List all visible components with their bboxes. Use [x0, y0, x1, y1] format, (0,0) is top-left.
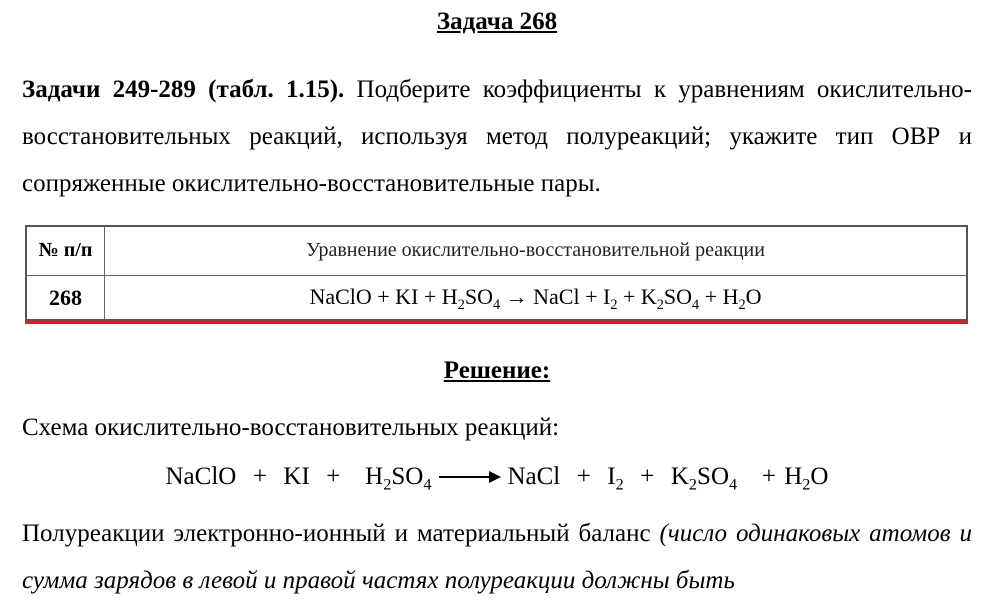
table-bottom-accent-line [25, 321, 968, 324]
scheme-equation: NaClO + KI + $H_2SO_4$ NaCl + $I_2 + K_2SO_4 + H_2O$ [165, 463, 829, 494]
scheme-label: Схема окислительно-восстановительных реакций: [22, 414, 560, 441]
table-row-divider [27, 275, 966, 276]
table-row-equation: NaClO + KI + $H_2SO_4$ → NaCl + $I_2 + K_2SO_4 + H_2O$ [309, 284, 762, 313]
half-reactions-paragraph [22, 510, 972, 604]
table-row-number: 268 [49, 285, 82, 310]
solution-title: Решение: [443, 357, 551, 384]
task-text: Подберите коэффициенты к уравнениям окислительно-восстановительных реакций, используя метод полуреакций; укажите тип ОВР и сопряженные окислительно-восстановительные пары. [22, 76, 973, 197]
half-reactions-text: Полуреакции электронно-ионный и материальный баланс [22, 520, 660, 547]
half-reactions-note: (число одинаковых атомов и сумма зарядов в левой и правой частях полуреакции должны быть [22, 520, 972, 594]
task-title: Задача 268 [436, 8, 558, 35]
table-header-number: № п/п [38, 239, 93, 261]
reaction-arrow-icon [439, 476, 499, 478]
table-header-equation: Уравнение окислительно-восстановительной реакции [306, 239, 765, 261]
task-range-label: Задачи 249-289 (табл. 1.15). [22, 76, 345, 103]
reaction-table [25, 225, 968, 321]
task-description [22, 66, 972, 207]
